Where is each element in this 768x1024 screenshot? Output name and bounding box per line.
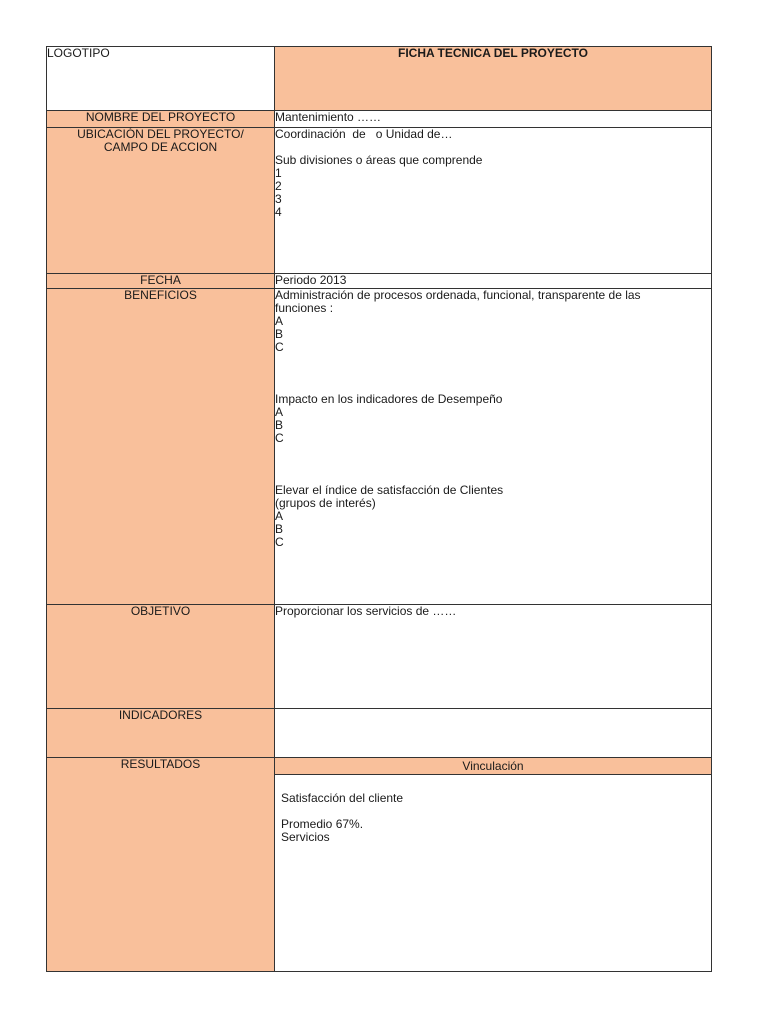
subdivisiones-text: Sub divisiones o áreas que comprende	[275, 153, 483, 167]
satisfaccion-text: Satisfacción del cliente	[281, 791, 404, 805]
label-fecha: FECHA	[47, 274, 275, 289]
list-item: A	[275, 314, 284, 328]
value-beneficios	[275, 289, 712, 605]
vinculacion-header: Vinculación	[275, 758, 711, 775]
label-ubicacion-line-1: UBICACIÓN DEL PROYECTO/	[77, 127, 244, 141]
list-item: 2	[275, 179, 282, 193]
label-objetivo: OBJETIVO	[47, 605, 275, 709]
elevar-text-1: Elevar el índice de satisfacción de Clientes	[275, 483, 504, 497]
sheet-title-text: FICHA TECNICA DEL PROYECTO	[397, 46, 588, 60]
resultados-body	[275, 775, 711, 844]
promedio-text: Promedio 67%.	[281, 817, 364, 831]
row-nombre	[47, 111, 712, 128]
row-beneficios	[47, 289, 712, 605]
row-resultados	[47, 758, 712, 972]
list-item: C	[275, 535, 284, 549]
coordinacion-text: Coordinación de o Unidad de…	[275, 127, 453, 141]
list-item: 3	[275, 192, 282, 206]
value-resultados	[275, 758, 712, 972]
list-item: C	[275, 431, 284, 445]
list-item: A	[275, 509, 284, 523]
value-indicadores	[275, 709, 712, 758]
value-ubicacion	[275, 128, 712, 274]
value-nombre: Mantenimiento ……	[275, 111, 712, 128]
label-ubicacion-line-2: CAMPO DE ACCION	[103, 140, 218, 154]
value-fecha: Periodo 2013	[275, 274, 712, 289]
impacto-text: Impacto en los indicadores de Desempeño	[275, 392, 503, 406]
project-sheet-table	[46, 46, 712, 972]
row-indicadores	[47, 709, 712, 758]
technical-sheet	[46, 46, 711, 972]
logo-text: LOGOTIPO	[47, 46, 110, 60]
label-indicadores: INDICADORES	[47, 709, 275, 758]
list-item: C	[275, 340, 284, 354]
label-beneficios: BENEFICIOS	[47, 289, 275, 605]
list-item: B	[275, 522, 284, 536]
list-item: 1	[275, 166, 282, 180]
servicios-text: Servicios	[281, 830, 330, 844]
list-item: A	[275, 405, 284, 419]
header-row	[47, 47, 712, 111]
value-objetivo: Proporcionar los servicios de ……	[275, 605, 712, 709]
admin-text-1: Administración de procesos ordenada, funcional, transparente de las	[275, 288, 641, 302]
label-resultados: RESULTADOS	[47, 758, 275, 972]
elevar-text-2: (grupos de interés)	[275, 496, 376, 510]
row-objetivo	[47, 605, 712, 709]
list-item: B	[275, 327, 284, 341]
label-nombre: NOMBRE DEL PROYECTO	[47, 111, 275, 128]
row-ubicacion	[47, 128, 712, 274]
logo-placeholder	[47, 47, 275, 111]
admin-text-2: funciones :	[275, 301, 334, 315]
sheet-title	[275, 47, 712, 111]
list-item: B	[275, 418, 284, 432]
label-ubicacion	[47, 128, 275, 274]
row-fecha	[47, 274, 712, 289]
list-item: 4	[275, 205, 282, 219]
